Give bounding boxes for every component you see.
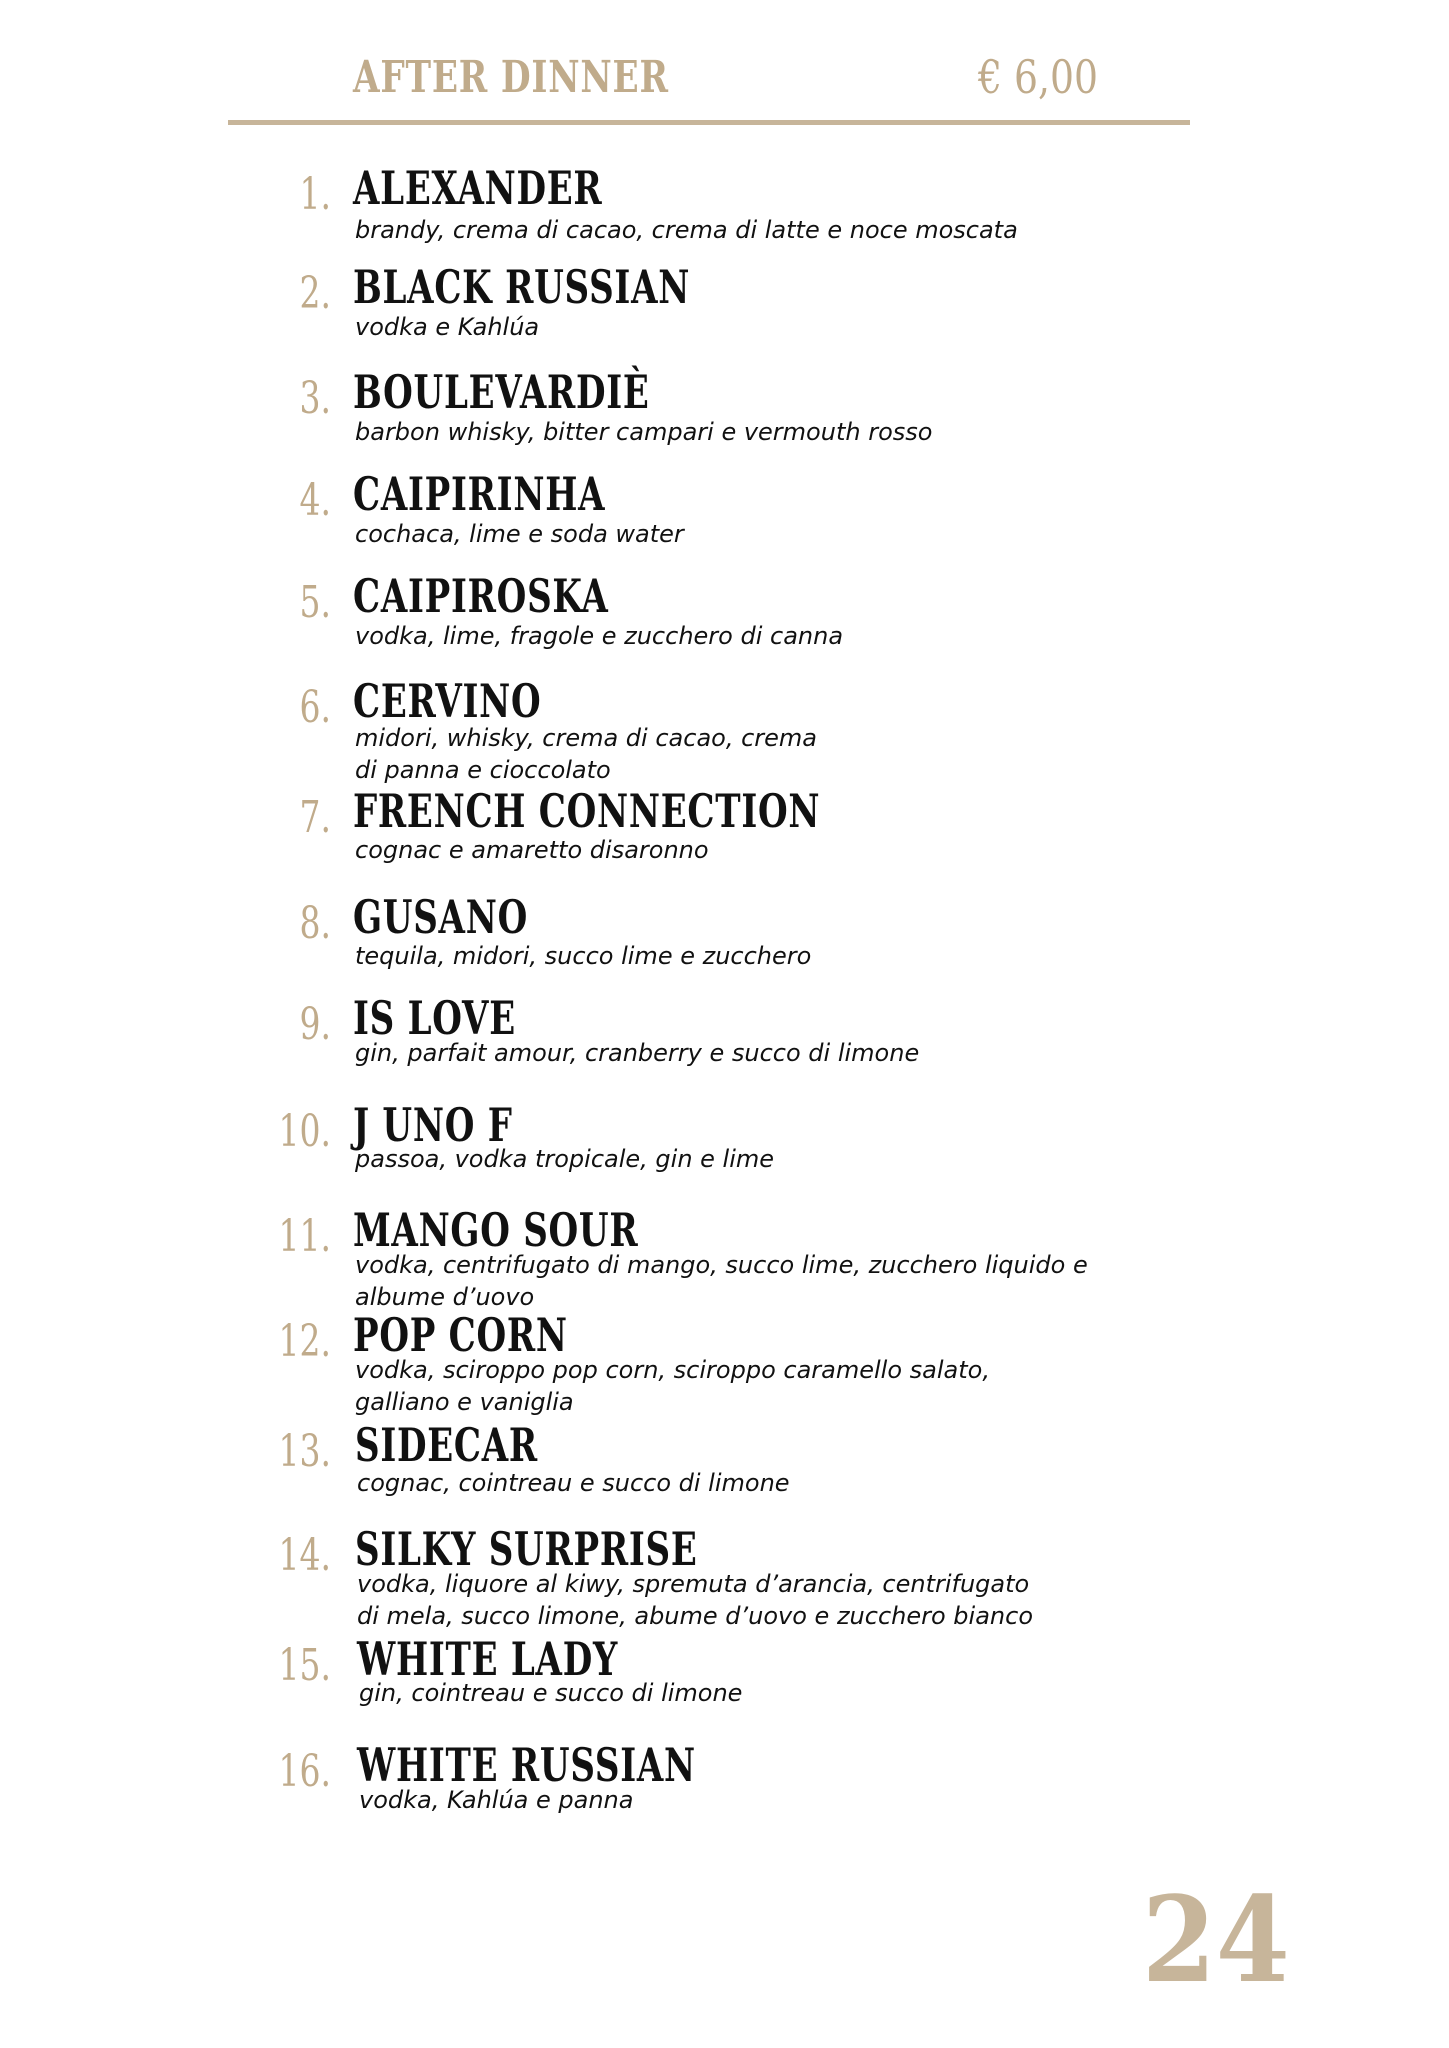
item-number: 9.	[299, 999, 331, 1050]
menu-item-sidecar	[0, 1420, 1449, 1520]
menu-item-black-russian	[0, 262, 1449, 362]
menu-item-pop-corn	[0, 1308, 1449, 1416]
item-name: SILKY SURPRISE	[355, 1522, 698, 1576]
item-description: cochaca, lime e soda water	[355, 520, 684, 548]
menu-item-caipiroska	[0, 571, 1449, 671]
item-description: tequila, midori, succo lime e zucchero	[355, 942, 812, 970]
item-number: 6.	[299, 682, 331, 733]
menu-item-white-lady	[0, 1634, 1449, 1734]
item-name: MANGO SOUR	[353, 1203, 639, 1257]
item-name: GUSANO	[353, 890, 528, 944]
item-name: BOULEVARDIÈ	[353, 365, 650, 419]
item-description: midori, whisky, crema di cacao, crema di panna e cioccolato	[355, 724, 817, 784]
item-description: vodka, Kahlúa e panna	[359, 1786, 634, 1814]
menu-item-alexander	[0, 163, 1449, 263]
menu-item-gusano	[0, 892, 1449, 992]
item-description: vodka, lime, fragole e zucchero di canna	[355, 622, 844, 650]
section-title: AFTER DINNER	[353, 52, 669, 103]
item-number: 3.	[299, 373, 331, 424]
item-number: 14.	[278, 1530, 331, 1581]
item-number: 1.	[299, 169, 331, 220]
page-number: 24	[1142, 1870, 1290, 2009]
item-number: 5.	[299, 577, 331, 628]
item-number: 4.	[299, 475, 331, 526]
item-description: brandy, crema di cacao, crema di latte e noce moscata	[355, 216, 1018, 244]
item-description: gin, cointreau e succo di limone	[359, 1679, 743, 1707]
item-name: POP CORN	[353, 1308, 568, 1362]
item-number: 12.	[278, 1316, 331, 1367]
menu-item-caipirinha	[0, 469, 1449, 569]
item-number: 15.	[278, 1640, 331, 1691]
item-number: 10.	[278, 1106, 331, 1157]
item-name: CERVINO	[353, 674, 542, 728]
item-name: ALEXANDER	[353, 161, 603, 215]
menu-item-j-uno-f	[0, 1100, 1449, 1200]
item-number: 16.	[278, 1746, 331, 1797]
item-number: 13.	[278, 1426, 331, 1477]
item-description: vodka e Kahlúa	[355, 313, 540, 341]
item-description: vodka, sciroppo pop corn, sciroppo caramello salato, galliano e vaniglia	[355, 1356, 990, 1416]
item-name: IS LOVE	[353, 991, 516, 1045]
item-number: 7.	[299, 792, 331, 843]
menu-section-header	[228, 48, 1190, 125]
item-description: vodka, liquore al kiwy, spremuta d’arancia, centrifugato di mela, succo limone, abume d’uovo e zucchero bianco	[357, 1570, 1034, 1630]
item-number: 2.	[299, 268, 331, 319]
item-description: gin, parfait amour, cranberry e succo di limone	[355, 1039, 920, 1067]
item-name: J UNO F	[353, 1098, 513, 1152]
item-name: WHITE RUSSIAN	[357, 1738, 696, 1792]
item-description: cognac, cointreau e succo di limone	[357, 1469, 790, 1497]
item-name: BLACK RUSSIAN	[353, 260, 691, 314]
menu-item-mango-sour	[0, 1203, 1449, 1311]
item-name: SIDECAR	[355, 1418, 538, 1472]
item-description: cognac e amaretto disaronno	[355, 836, 709, 864]
item-name: WHITE LADY	[357, 1632, 619, 1686]
section-price: € 6,00	[978, 50, 1098, 104]
item-number: 11.	[278, 1211, 331, 1262]
item-number: 8.	[299, 898, 331, 949]
menu-item-boulevardie	[0, 367, 1449, 467]
menu-item-cervino	[0, 674, 1449, 784]
menu-item-white-russian	[0, 1740, 1449, 1840]
menu-item-is-love	[0, 993, 1449, 1093]
item-description: barbon whisky, bitter campari e vermouth rosso	[355, 418, 933, 446]
item-name: CAIPIRINHA	[353, 467, 606, 521]
menu-item-french-connection	[0, 786, 1449, 886]
menu-item-silky-surprise	[0, 1522, 1449, 1630]
item-description: passoa, vodka tropicale, gin e lime	[355, 1145, 775, 1173]
item-name: CAIPIROSKA	[353, 569, 609, 623]
item-description: vodka, centrifugato di mango, succo lime, zucchero liquido e albume d’uovo	[355, 1251, 1088, 1311]
item-name: FRENCH CONNECTION	[353, 784, 821, 838]
